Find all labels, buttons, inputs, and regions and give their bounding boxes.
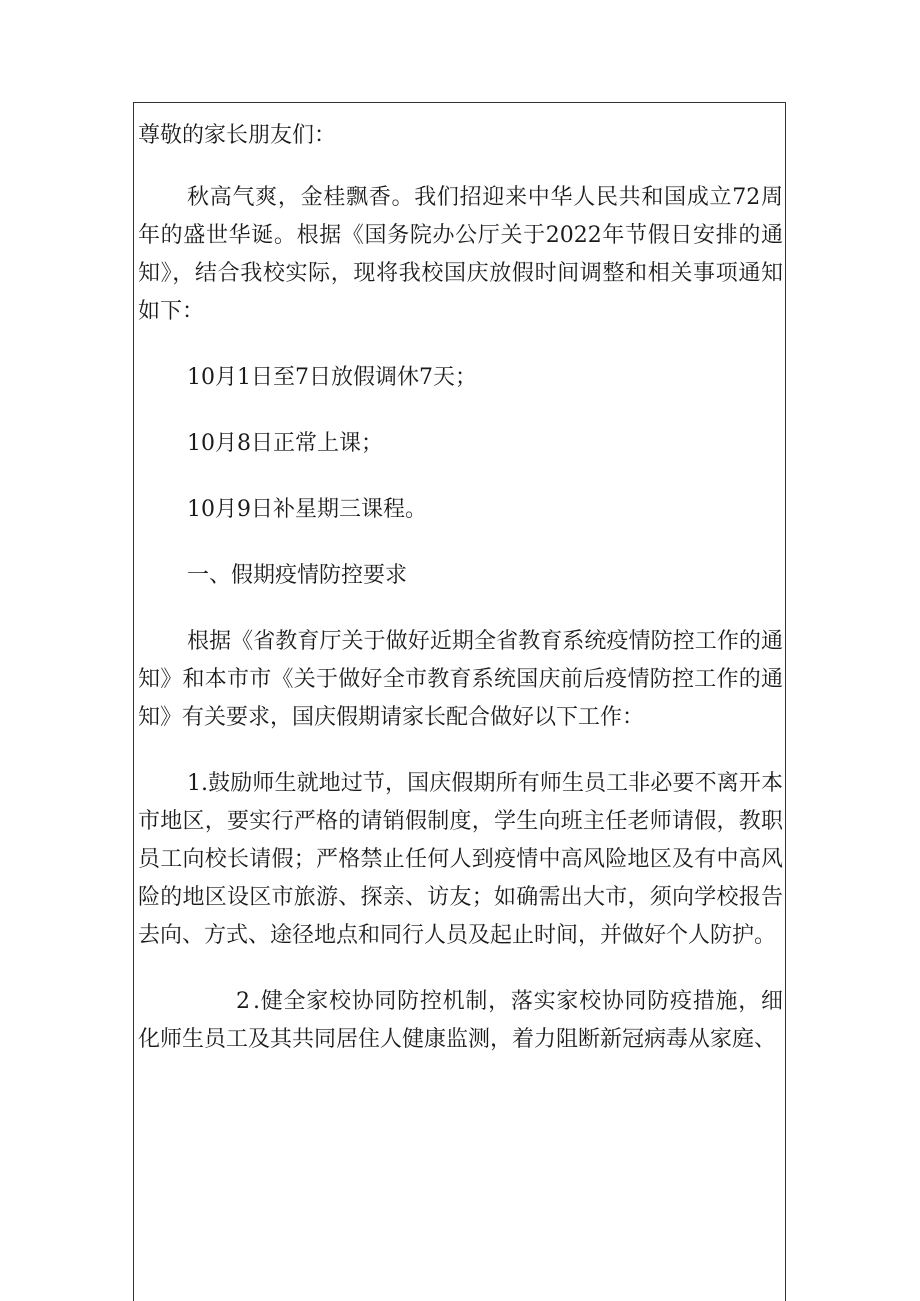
schedule-item-1: 10月1日至7日放假调休7天； (187, 365, 477, 390)
section-heading: 一、假期疫情防控要求 (187, 563, 408, 588)
requirement-item-2 (138, 983, 783, 1059)
greeting: 尊敬的家长朋友们： (138, 123, 337, 148)
requirement-item-1: 1.鼓励师生就地过节，国庆假期所有师生员工非必要不离开本市地区，要实行严格的请销假制度，学生向班主任老师请假，教职员工向校长请假；严格禁止任何人到疫情中高风险地区及有中高风险的地区设区市旅游、探亲、访友；如确需出大市，须向学校报告去向、方式、途径地点和同行人员及起止时间，并做好个人防护。 (138, 771, 783, 948)
document-frame (133, 102, 786, 1301)
requirement-item-2-number: 2 (236, 989, 250, 1014)
intro-paragraph: 秋高气爽，金桂飘香。我们招迎来中华人民共和国成立72周年的盛世华诞。根据《国务院办公厅关于2022年节假日安排的通知》，结合我校实际，现将我校国庆放假时间调整和相关事项通知如下： (138, 185, 783, 324)
letter-body (138, 117, 783, 1087)
schedule-item-3: 10月9日补星期三课程。 (187, 497, 427, 522)
schedule-item-2: 10月8日正常上课； (187, 431, 383, 456)
requirement-item-2-text: .健全家校协同防控机制，落实家校协同防疫措施，细化师生员工及其共同居住人健康监测，着力阻断新冠病毒从家庭、 (138, 989, 783, 1052)
section-intro: 根据《省教育厅关于做好近期全省教育系统疫情防控工作的通知》和本市市《关于做好全市教育系统国庆前后疫情防控工作的通知》有关要求，国庆假期请家长配合做好以下工作： (138, 629, 783, 730)
